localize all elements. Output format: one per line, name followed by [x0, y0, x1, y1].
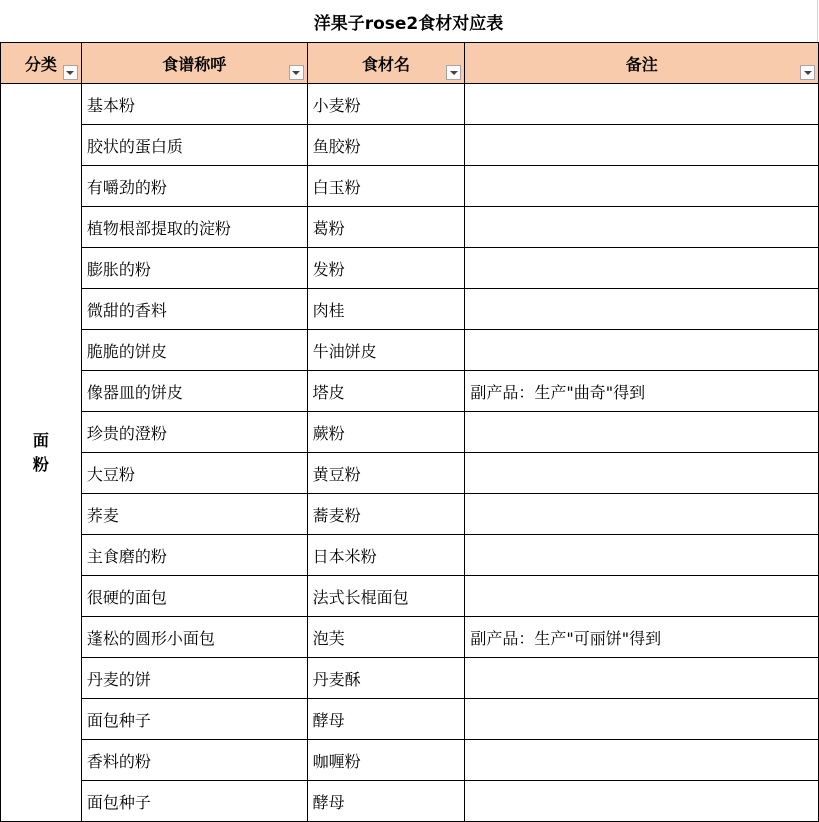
note-cell[interactable] — [465, 658, 819, 699]
table-row — [1, 781, 819, 822]
table-row — [1, 125, 819, 166]
recipe-name-cell[interactable]: 丹麦的饼 — [81, 658, 307, 699]
ingredient-cell[interactable]: 日本米粉 — [307, 535, 465, 576]
note-cell[interactable] — [465, 84, 819, 125]
ingredient-cell[interactable]: 蕎麦粉 — [307, 494, 465, 535]
note-cell[interactable] — [465, 207, 819, 248]
note-cell[interactable] — [465, 289, 819, 330]
note-cell[interactable]: 副产品：生产"可丽饼"得到 — [465, 617, 819, 658]
column-header-recipe-name-label: 食谱称呼 — [162, 54, 227, 74]
table-row — [1, 330, 819, 371]
filter-dropdown-note-icon[interactable] — [800, 65, 815, 80]
recipe-name-cell[interactable]: 植物根部提取的淀粉 — [81, 207, 307, 248]
filter-dropdown-category-icon[interactable] — [63, 65, 78, 80]
ingredient-cell[interactable]: 葛粉 — [307, 207, 465, 248]
note-cell[interactable] — [465, 781, 819, 822]
column-header-category-label: 分类 — [24, 54, 57, 74]
category-char: 面 — [32, 430, 49, 450]
note-cell[interactable] — [465, 453, 819, 494]
recipe-name-cell[interactable]: 脆脆的饼皮 — [81, 330, 307, 371]
note-cell[interactable] — [465, 330, 819, 371]
filter-dropdown-recipe-name-icon[interactable] — [289, 65, 304, 80]
column-header-note — [465, 43, 819, 84]
ingredient-cell[interactable]: 蕨粉 — [307, 412, 465, 453]
table-row — [1, 289, 819, 330]
column-header-ingredient — [307, 43, 465, 84]
ingredient-cell[interactable]: 酵母 — [307, 781, 465, 822]
column-header-category — [1, 43, 82, 84]
ingredient-cell[interactable]: 白玉粉 — [307, 166, 465, 207]
table-row — [1, 207, 819, 248]
ingredient-cell[interactable]: 鱼胶粉 — [307, 125, 465, 166]
table-row — [1, 494, 819, 535]
ingredient-cell[interactable]: 牛油饼皮 — [307, 330, 465, 371]
recipe-name-cell[interactable]: 膨胀的粉 — [81, 248, 307, 289]
category-cell[interactable] — [1, 84, 82, 822]
category-char: 粉 — [32, 454, 49, 474]
recipe-name-cell[interactable]: 面包种子 — [81, 699, 307, 740]
recipe-name-cell[interactable]: 面包种子 — [81, 781, 307, 822]
column-header-recipe-name — [81, 43, 307, 84]
table-row — [1, 84, 819, 125]
column-header-note-label: 备注 — [625, 54, 658, 74]
column-header-ingredient-label: 食材名 — [362, 54, 411, 74]
note-cell[interactable] — [465, 248, 819, 289]
table-row — [1, 740, 819, 781]
note-cell[interactable] — [465, 494, 819, 535]
ingredient-table — [0, 42, 819, 822]
recipe-name-cell[interactable]: 大豆粉 — [81, 453, 307, 494]
note-cell[interactable] — [465, 535, 819, 576]
sheet-title: 洋果子rose2食材对应表 — [0, 0, 818, 42]
recipe-name-cell[interactable]: 蓬松的圆形小面包 — [81, 617, 307, 658]
ingredient-cell[interactable]: 肉桂 — [307, 289, 465, 330]
ingredient-cell[interactable]: 咖喱粉 — [307, 740, 465, 781]
recipe-name-cell[interactable]: 香料的粉 — [81, 740, 307, 781]
note-cell[interactable] — [465, 740, 819, 781]
table-row — [1, 535, 819, 576]
header-row — [1, 43, 819, 84]
table-row — [1, 658, 819, 699]
note-cell[interactable]: 副产品：生产"曲奇"得到 — [465, 371, 819, 412]
table-row — [1, 371, 819, 412]
table-row — [1, 617, 819, 658]
ingredient-cell[interactable]: 小麦粉 — [307, 84, 465, 125]
recipe-name-cell[interactable]: 胶状的蛋白质 — [81, 125, 307, 166]
ingredient-cell[interactable]: 法式长棍面包 — [307, 576, 465, 617]
filter-dropdown-ingredient-icon[interactable] — [446, 65, 461, 80]
note-cell[interactable] — [465, 125, 819, 166]
table-row — [1, 576, 819, 617]
table-row — [1, 453, 819, 494]
ingredient-cell[interactable]: 酵母 — [307, 699, 465, 740]
recipe-name-cell[interactable]: 像器皿的饼皮 — [81, 371, 307, 412]
table-row — [1, 166, 819, 207]
recipe-name-cell[interactable]: 基本粉 — [81, 84, 307, 125]
ingredient-cell[interactable]: 发粉 — [307, 248, 465, 289]
recipe-name-cell[interactable]: 主食磨的粉 — [81, 535, 307, 576]
table-row — [1, 412, 819, 453]
ingredient-cell[interactable]: 丹麦酥 — [307, 658, 465, 699]
ingredient-cell[interactable]: 黄豆粉 — [307, 453, 465, 494]
note-cell[interactable] — [465, 412, 819, 453]
ingredient-cell[interactable]: 塔皮 — [307, 371, 465, 412]
recipe-name-cell[interactable]: 微甜的香料 — [81, 289, 307, 330]
note-cell[interactable] — [465, 166, 819, 207]
recipe-name-cell[interactable]: 有嚼劲的粉 — [81, 166, 307, 207]
ingredient-cell[interactable]: 泡芙 — [307, 617, 465, 658]
recipe-name-cell[interactable]: 荞麦 — [81, 494, 307, 535]
note-cell[interactable] — [465, 699, 819, 740]
table-row — [1, 699, 819, 740]
recipe-name-cell[interactable]: 珍贵的澄粉 — [81, 412, 307, 453]
table-row — [1, 248, 819, 289]
note-cell[interactable] — [465, 576, 819, 617]
recipe-name-cell[interactable]: 很硬的面包 — [81, 576, 307, 617]
